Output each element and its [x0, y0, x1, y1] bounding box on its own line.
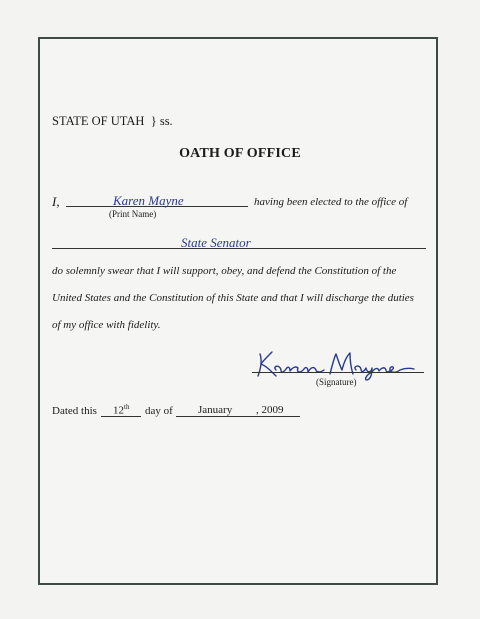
day-value [113, 403, 129, 417]
ss-label: ss. [159, 114, 173, 128]
date-underline [176, 416, 300, 417]
pronoun-label: I, [52, 194, 60, 209]
oath-line-3: of my office with fidelity. [52, 319, 161, 331]
month-value: January [198, 404, 233, 416]
office-field-value: State Senator [181, 235, 251, 250]
oath-line-2: United States and the Constitution of this State and that I will discharge the duties [52, 292, 414, 304]
day-suffix: th [124, 403, 130, 411]
name-field-value: Karen Mayne [113, 193, 184, 208]
state-label: STATE OF UTAH [52, 114, 145, 128]
day-of-label: day of [145, 405, 173, 417]
year-value: , 2009 [256, 404, 284, 416]
page-title: OATH OF OFFICE [179, 146, 301, 161]
day-number: 12 [113, 404, 124, 417]
brace-mark: } [150, 114, 157, 128]
print-name-caption: (Print Name) [109, 209, 157, 219]
oath-line-1: do solemnly swear that I will support, obey, and defend the Constitution of the [52, 265, 397, 277]
state-heading [52, 114, 173, 129]
signature-caption: (Signature) [316, 377, 357, 387]
dated-label: Dated this [52, 405, 97, 417]
signature-underline [252, 372, 424, 373]
elected-text: having been elected to the office of [254, 196, 408, 208]
